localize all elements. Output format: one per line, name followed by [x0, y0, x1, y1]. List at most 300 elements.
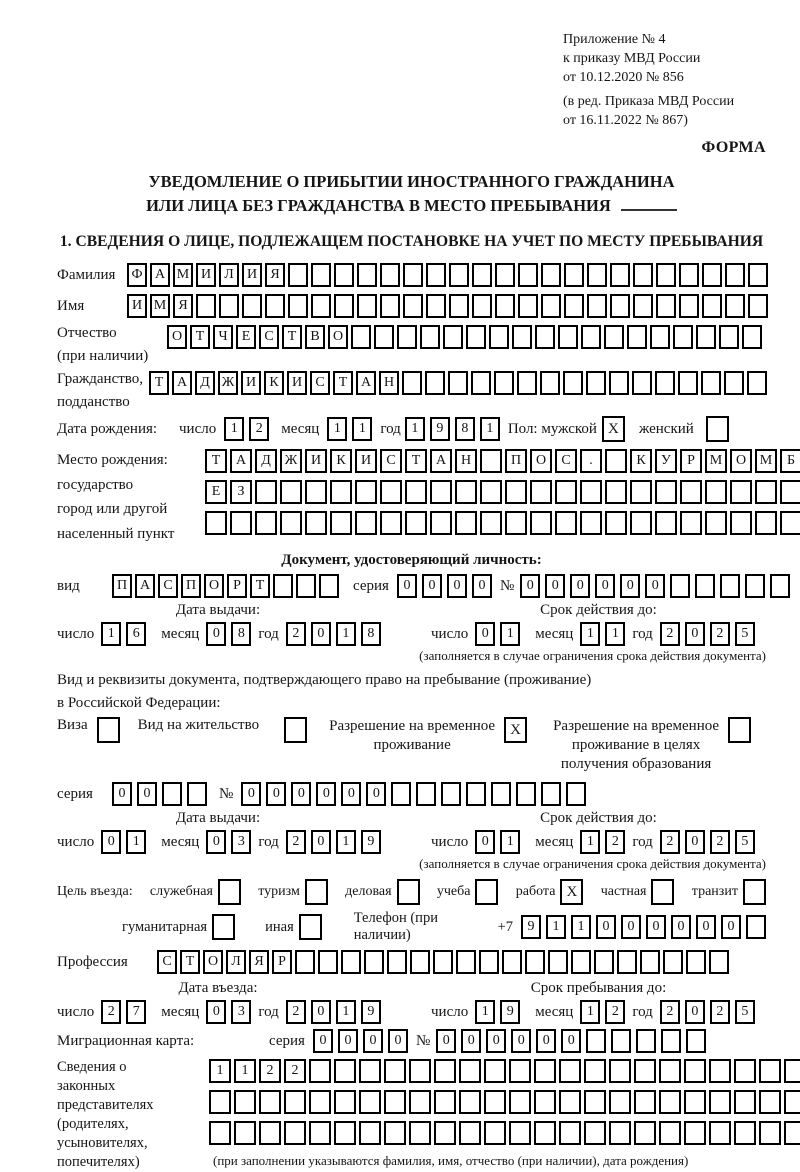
char-cell[interactable]: В	[305, 325, 325, 349]
char-cell[interactable]	[680, 480, 702, 504]
char-cell[interactable]	[384, 1059, 406, 1083]
char-cell[interactable]	[518, 263, 538, 287]
char-cell[interactable]	[541, 263, 561, 287]
char-cell[interactable]	[334, 1090, 356, 1114]
char-cell[interactable]: О	[167, 325, 187, 349]
char-cell[interactable]: Р	[272, 950, 292, 974]
char-cell[interactable]	[491, 782, 511, 806]
char-cell[interactable]: 0	[596, 915, 616, 939]
char-cell[interactable]	[558, 325, 578, 349]
char-cell[interactable]: 1	[571, 915, 591, 939]
char-cell[interactable]: 0	[388, 1029, 408, 1053]
char-cell[interactable]: 1	[224, 417, 244, 441]
char-cell[interactable]	[640, 950, 660, 974]
char-cell[interactable]	[456, 950, 476, 974]
char-cell[interactable]: И	[305, 449, 327, 473]
char-cell[interactable]	[604, 325, 624, 349]
char-cell[interactable]: 0	[520, 574, 540, 598]
char-cell[interactable]: 0	[685, 622, 705, 646]
char-cell[interactable]: 0	[137, 782, 157, 806]
char-cell[interactable]	[747, 371, 767, 395]
char-cell[interactable]	[509, 1059, 531, 1083]
char-cell[interactable]	[650, 325, 670, 349]
char-cell[interactable]: 2	[605, 830, 625, 854]
char-cell[interactable]	[670, 574, 690, 598]
char-cell[interactable]: 1	[475, 1000, 495, 1024]
char-cell[interactable]: С	[157, 950, 177, 974]
char-cell[interactable]	[709, 1090, 731, 1114]
char-cell[interactable]	[605, 449, 627, 473]
char-cell[interactable]: С	[259, 325, 279, 349]
char-cell[interactable]	[234, 1121, 256, 1145]
char-cell[interactable]	[448, 371, 468, 395]
char-cell[interactable]	[610, 294, 630, 318]
char-cell[interactable]	[701, 371, 721, 395]
char-cell[interactable]: 2	[101, 1000, 121, 1024]
char-cell[interactable]	[709, 950, 729, 974]
char-cell[interactable]	[734, 1090, 756, 1114]
char-cell[interactable]	[495, 294, 515, 318]
char-cell[interactable]: 0	[475, 622, 495, 646]
char-cell[interactable]	[430, 480, 452, 504]
char-cell[interactable]	[586, 1029, 606, 1053]
char-cell[interactable]	[284, 717, 307, 743]
char-cell[interactable]: 0	[696, 915, 716, 939]
char-cell[interactable]	[319, 574, 339, 598]
char-cell[interactable]	[242, 294, 262, 318]
char-cell[interactable]	[459, 1121, 481, 1145]
char-cell[interactable]	[475, 879, 498, 905]
char-cell[interactable]: 2	[286, 830, 306, 854]
char-cell[interactable]	[724, 371, 744, 395]
char-cell[interactable]	[571, 950, 591, 974]
char-cell[interactable]	[784, 1059, 800, 1083]
char-cell[interactable]	[480, 449, 502, 473]
char-cell[interactable]	[706, 416, 729, 442]
char-cell[interactable]	[584, 1059, 606, 1083]
char-cell[interactable]	[587, 263, 607, 287]
char-cell[interactable]: 2	[710, 830, 730, 854]
char-cell[interactable]	[288, 294, 308, 318]
char-cell[interactable]: С	[310, 371, 330, 395]
char-cell[interactable]	[630, 480, 652, 504]
char-cell[interactable]	[330, 511, 352, 535]
char-cell[interactable]	[459, 1090, 481, 1114]
char-cell[interactable]: У	[655, 449, 677, 473]
char-cell[interactable]	[678, 371, 698, 395]
char-cell[interactable]	[564, 263, 584, 287]
char-cell[interactable]	[627, 325, 647, 349]
char-cell[interactable]: .	[580, 449, 602, 473]
char-cell[interactable]	[480, 480, 502, 504]
char-cell[interactable]	[655, 371, 675, 395]
char-cell[interactable]	[743, 879, 766, 905]
char-cell[interactable]	[374, 325, 394, 349]
char-cell[interactable]: 0	[486, 1029, 506, 1053]
char-cell[interactable]	[745, 574, 765, 598]
char-cell[interactable]: 0	[206, 622, 226, 646]
char-cell[interactable]: 0	[671, 915, 691, 939]
char-cell[interactable]: 0	[311, 622, 331, 646]
char-cell[interactable]	[759, 1059, 781, 1083]
char-cell[interactable]	[305, 480, 327, 504]
char-cell[interactable]: 0	[397, 574, 417, 598]
char-cell[interactable]	[566, 782, 586, 806]
char-cell[interactable]	[359, 1090, 381, 1114]
char-cell[interactable]	[255, 511, 277, 535]
char-cell[interactable]: А	[150, 263, 170, 287]
char-cell[interactable]	[555, 511, 577, 535]
char-cell[interactable]: 2	[286, 622, 306, 646]
char-cell[interactable]	[391, 782, 411, 806]
char-cell[interactable]	[725, 294, 745, 318]
char-cell[interactable]: 8	[455, 417, 475, 441]
char-cell[interactable]: 3	[231, 830, 251, 854]
char-cell[interactable]	[416, 782, 436, 806]
char-cell[interactable]	[355, 511, 377, 535]
char-cell[interactable]: А	[135, 574, 155, 598]
char-cell[interactable]	[280, 511, 302, 535]
char-cell[interactable]: Н	[455, 449, 477, 473]
char-cell[interactable]	[759, 1090, 781, 1114]
char-cell[interactable]: X	[504, 717, 527, 743]
char-cell[interactable]	[162, 782, 182, 806]
char-cell[interactable]: Т	[250, 574, 270, 598]
char-cell[interactable]	[305, 879, 328, 905]
char-cell[interactable]: 0	[721, 915, 741, 939]
char-cell[interactable]: Ж	[218, 371, 238, 395]
char-cell[interactable]	[380, 263, 400, 287]
char-cell[interactable]: П	[112, 574, 132, 598]
char-cell[interactable]: Т	[333, 371, 353, 395]
char-cell[interactable]	[610, 263, 630, 287]
char-cell[interactable]: 1	[336, 622, 356, 646]
char-cell[interactable]: Т	[405, 449, 427, 473]
char-cell[interactable]: 3	[231, 1000, 251, 1024]
char-cell[interactable]	[330, 480, 352, 504]
char-cell[interactable]	[719, 325, 739, 349]
char-cell[interactable]	[334, 294, 354, 318]
char-cell[interactable]: Т	[282, 325, 302, 349]
char-cell[interactable]: Т	[149, 371, 169, 395]
char-cell[interactable]	[679, 294, 699, 318]
char-cell[interactable]	[609, 1090, 631, 1114]
char-cell[interactable]: 0	[206, 830, 226, 854]
char-cell[interactable]	[380, 480, 402, 504]
char-cell[interactable]	[730, 511, 752, 535]
char-cell[interactable]	[209, 1121, 231, 1145]
char-cell[interactable]	[680, 511, 702, 535]
char-cell[interactable]	[702, 294, 722, 318]
char-cell[interactable]: Л	[226, 950, 246, 974]
char-cell[interactable]	[548, 950, 568, 974]
char-cell[interactable]	[409, 1090, 431, 1114]
char-cell[interactable]	[309, 1121, 331, 1145]
char-cell[interactable]: 1	[480, 417, 500, 441]
char-cell[interactable]: С	[158, 574, 178, 598]
char-cell[interactable]: 0	[436, 1029, 456, 1053]
char-cell[interactable]	[459, 1059, 481, 1083]
char-cell[interactable]: 1	[327, 417, 347, 441]
char-cell[interactable]	[387, 950, 407, 974]
char-cell[interactable]	[219, 294, 239, 318]
char-cell[interactable]: 2	[660, 622, 680, 646]
char-cell[interactable]: П	[505, 449, 527, 473]
char-cell[interactable]	[433, 950, 453, 974]
char-cell[interactable]	[420, 325, 440, 349]
char-cell[interactable]: Ф	[127, 263, 147, 287]
char-cell[interactable]: И	[127, 294, 147, 318]
char-cell[interactable]: 0	[363, 1029, 383, 1053]
char-cell[interactable]: А	[430, 449, 452, 473]
char-cell[interactable]	[410, 950, 430, 974]
char-cell[interactable]	[686, 1029, 706, 1053]
char-cell[interactable]	[230, 511, 252, 535]
char-cell[interactable]: 2	[259, 1059, 281, 1083]
char-cell[interactable]: Б	[780, 449, 800, 473]
char-cell[interactable]	[364, 950, 384, 974]
char-cell[interactable]	[512, 325, 532, 349]
char-cell[interactable]	[580, 480, 602, 504]
char-cell[interactable]: И	[287, 371, 307, 395]
char-cell[interactable]: 2	[284, 1059, 306, 1083]
char-cell[interactable]	[97, 717, 120, 743]
char-cell[interactable]	[581, 325, 601, 349]
char-cell[interactable]	[534, 1121, 556, 1145]
char-cell[interactable]	[449, 263, 469, 287]
char-cell[interactable]: Р	[680, 449, 702, 473]
char-cell[interactable]	[580, 511, 602, 535]
char-cell[interactable]: З	[230, 480, 252, 504]
char-cell[interactable]	[780, 480, 800, 504]
char-cell[interactable]: 0	[206, 1000, 226, 1024]
char-cell[interactable]	[357, 294, 377, 318]
char-cell[interactable]: 0	[472, 574, 492, 598]
char-cell[interactable]	[632, 371, 652, 395]
char-cell[interactable]	[502, 950, 522, 974]
char-cell[interactable]	[505, 511, 527, 535]
char-cell[interactable]	[659, 1121, 681, 1145]
char-cell[interactable]	[555, 480, 577, 504]
char-cell[interactable]	[633, 263, 653, 287]
char-cell[interactable]	[280, 480, 302, 504]
char-cell[interactable]	[471, 371, 491, 395]
char-cell[interactable]: 1	[126, 830, 146, 854]
char-cell[interactable]	[494, 371, 514, 395]
char-cell[interactable]: 2	[660, 1000, 680, 1024]
char-cell[interactable]: 0	[685, 1000, 705, 1024]
char-cell[interactable]	[634, 1121, 656, 1145]
char-cell[interactable]: 0	[422, 574, 442, 598]
char-cell[interactable]	[746, 915, 766, 939]
char-cell[interactable]: И	[196, 263, 216, 287]
char-cell[interactable]	[734, 1059, 756, 1083]
char-cell[interactable]: 2	[249, 417, 269, 441]
char-cell[interactable]: 1	[405, 417, 425, 441]
char-cell[interactable]: 0	[341, 782, 361, 806]
char-cell[interactable]	[541, 782, 561, 806]
char-cell[interactable]: 0	[475, 830, 495, 854]
char-cell[interactable]: О	[530, 449, 552, 473]
char-cell[interactable]: 9	[521, 915, 541, 939]
char-cell[interactable]: 0	[311, 830, 331, 854]
char-cell[interactable]	[659, 1059, 681, 1083]
char-cell[interactable]: 1	[336, 830, 356, 854]
char-cell[interactable]	[663, 950, 683, 974]
char-cell[interactable]	[709, 1059, 731, 1083]
char-cell[interactable]	[205, 511, 227, 535]
char-cell[interactable]: О	[328, 325, 348, 349]
char-cell[interactable]: 0	[621, 915, 641, 939]
char-cell[interactable]	[720, 574, 740, 598]
char-cell[interactable]	[617, 950, 637, 974]
char-cell[interactable]: Т	[190, 325, 210, 349]
char-cell[interactable]	[755, 480, 777, 504]
char-cell[interactable]	[634, 1090, 656, 1114]
char-cell[interactable]	[525, 950, 545, 974]
char-cell[interactable]	[516, 782, 536, 806]
char-cell[interactable]: 0	[536, 1029, 556, 1053]
char-cell[interactable]	[359, 1121, 381, 1145]
char-cell[interactable]: Е	[205, 480, 227, 504]
char-cell[interactable]	[309, 1090, 331, 1114]
char-cell[interactable]: 5	[735, 1000, 755, 1024]
char-cell[interactable]: Д	[195, 371, 215, 395]
char-cell[interactable]: Я	[265, 263, 285, 287]
char-cell[interactable]: П	[181, 574, 201, 598]
char-cell[interactable]	[540, 371, 560, 395]
char-cell[interactable]: 0	[101, 830, 121, 854]
char-cell[interactable]	[684, 1121, 706, 1145]
char-cell[interactable]	[559, 1090, 581, 1114]
char-cell[interactable]: 1	[500, 830, 520, 854]
char-cell[interactable]: 0	[570, 574, 590, 598]
char-cell[interactable]	[441, 782, 461, 806]
char-cell[interactable]	[196, 294, 216, 318]
char-cell[interactable]: 0	[447, 574, 467, 598]
char-cell[interactable]	[409, 1059, 431, 1083]
char-cell[interactable]	[357, 263, 377, 287]
char-cell[interactable]: 2	[286, 1000, 306, 1024]
char-cell[interactable]	[484, 1059, 506, 1083]
char-cell[interactable]: М	[705, 449, 727, 473]
char-cell[interactable]	[405, 480, 427, 504]
char-cell[interactable]	[495, 263, 515, 287]
char-cell[interactable]: 6	[126, 622, 146, 646]
char-cell[interactable]: 1	[580, 622, 600, 646]
char-cell[interactable]: 1	[336, 1000, 356, 1024]
char-cell[interactable]	[334, 263, 354, 287]
char-cell[interactable]: 0	[112, 782, 132, 806]
char-cell[interactable]: И	[355, 449, 377, 473]
char-cell[interactable]	[305, 511, 327, 535]
char-cell[interactable]	[559, 1059, 581, 1083]
char-cell[interactable]	[656, 294, 676, 318]
char-cell[interactable]: Я	[249, 950, 269, 974]
char-cell[interactable]	[405, 511, 427, 535]
char-cell[interactable]	[380, 294, 400, 318]
char-cell[interactable]	[535, 325, 555, 349]
char-cell[interactable]	[679, 263, 699, 287]
char-cell[interactable]	[425, 371, 445, 395]
char-cell[interactable]	[730, 480, 752, 504]
char-cell[interactable]	[530, 480, 552, 504]
char-cell[interactable]: 1	[580, 830, 600, 854]
char-cell[interactable]: 1	[605, 622, 625, 646]
char-cell[interactable]: Ж	[280, 449, 302, 473]
char-cell[interactable]	[472, 294, 492, 318]
char-cell[interactable]: М	[150, 294, 170, 318]
char-cell[interactable]	[609, 1059, 631, 1083]
char-cell[interactable]	[284, 1090, 306, 1114]
char-cell[interactable]	[284, 1121, 306, 1145]
char-cell[interactable]	[259, 1090, 281, 1114]
char-cell[interactable]	[584, 1121, 606, 1145]
char-cell[interactable]: 0	[461, 1029, 481, 1053]
char-cell[interactable]	[586, 371, 606, 395]
char-cell[interactable]	[702, 263, 722, 287]
char-cell[interactable]: К	[264, 371, 284, 395]
char-cell[interactable]	[748, 294, 768, 318]
char-cell[interactable]	[695, 574, 715, 598]
char-cell[interactable]	[455, 480, 477, 504]
char-cell[interactable]	[517, 371, 537, 395]
char-cell[interactable]: X	[560, 879, 583, 905]
char-cell[interactable]	[587, 294, 607, 318]
char-cell[interactable]: 8	[361, 622, 381, 646]
char-cell[interactable]	[584, 1090, 606, 1114]
char-cell[interactable]: О	[204, 574, 224, 598]
char-cell[interactable]: Л	[219, 263, 239, 287]
char-cell[interactable]	[434, 1121, 456, 1145]
char-cell[interactable]: А	[356, 371, 376, 395]
char-cell[interactable]: 0	[595, 574, 615, 598]
char-cell[interactable]	[480, 511, 502, 535]
char-cell[interactable]	[611, 1029, 631, 1053]
char-cell[interactable]	[728, 717, 751, 743]
char-cell[interactable]	[472, 263, 492, 287]
char-cell[interactable]	[696, 325, 716, 349]
char-cell[interactable]	[534, 1059, 556, 1083]
char-cell[interactable]: 1	[352, 417, 372, 441]
char-cell[interactable]: 1	[101, 622, 121, 646]
char-cell[interactable]: 0	[645, 574, 665, 598]
char-cell[interactable]	[509, 1090, 531, 1114]
char-cell[interactable]: 0	[291, 782, 311, 806]
char-cell[interactable]: 0	[311, 1000, 331, 1024]
char-cell[interactable]	[484, 1121, 506, 1145]
char-cell[interactable]: К	[630, 449, 652, 473]
char-cell[interactable]	[784, 1121, 800, 1145]
char-cell[interactable]	[455, 511, 477, 535]
char-cell[interactable]	[742, 325, 762, 349]
char-cell[interactable]	[259, 1121, 281, 1145]
char-cell[interactable]	[705, 511, 727, 535]
char-cell[interactable]: М	[173, 263, 193, 287]
char-cell[interactable]	[426, 263, 446, 287]
char-cell[interactable]: 1	[580, 1000, 600, 1024]
char-cell[interactable]: К	[330, 449, 352, 473]
char-cell[interactable]: 0	[338, 1029, 358, 1053]
char-cell[interactable]	[403, 263, 423, 287]
char-cell[interactable]	[484, 1090, 506, 1114]
char-cell[interactable]: А	[230, 449, 252, 473]
char-cell[interactable]: 0	[366, 782, 386, 806]
char-cell[interactable]	[609, 371, 629, 395]
char-cell[interactable]	[709, 1121, 731, 1145]
char-cell[interactable]: 0	[685, 830, 705, 854]
char-cell[interactable]: 9	[361, 830, 381, 854]
